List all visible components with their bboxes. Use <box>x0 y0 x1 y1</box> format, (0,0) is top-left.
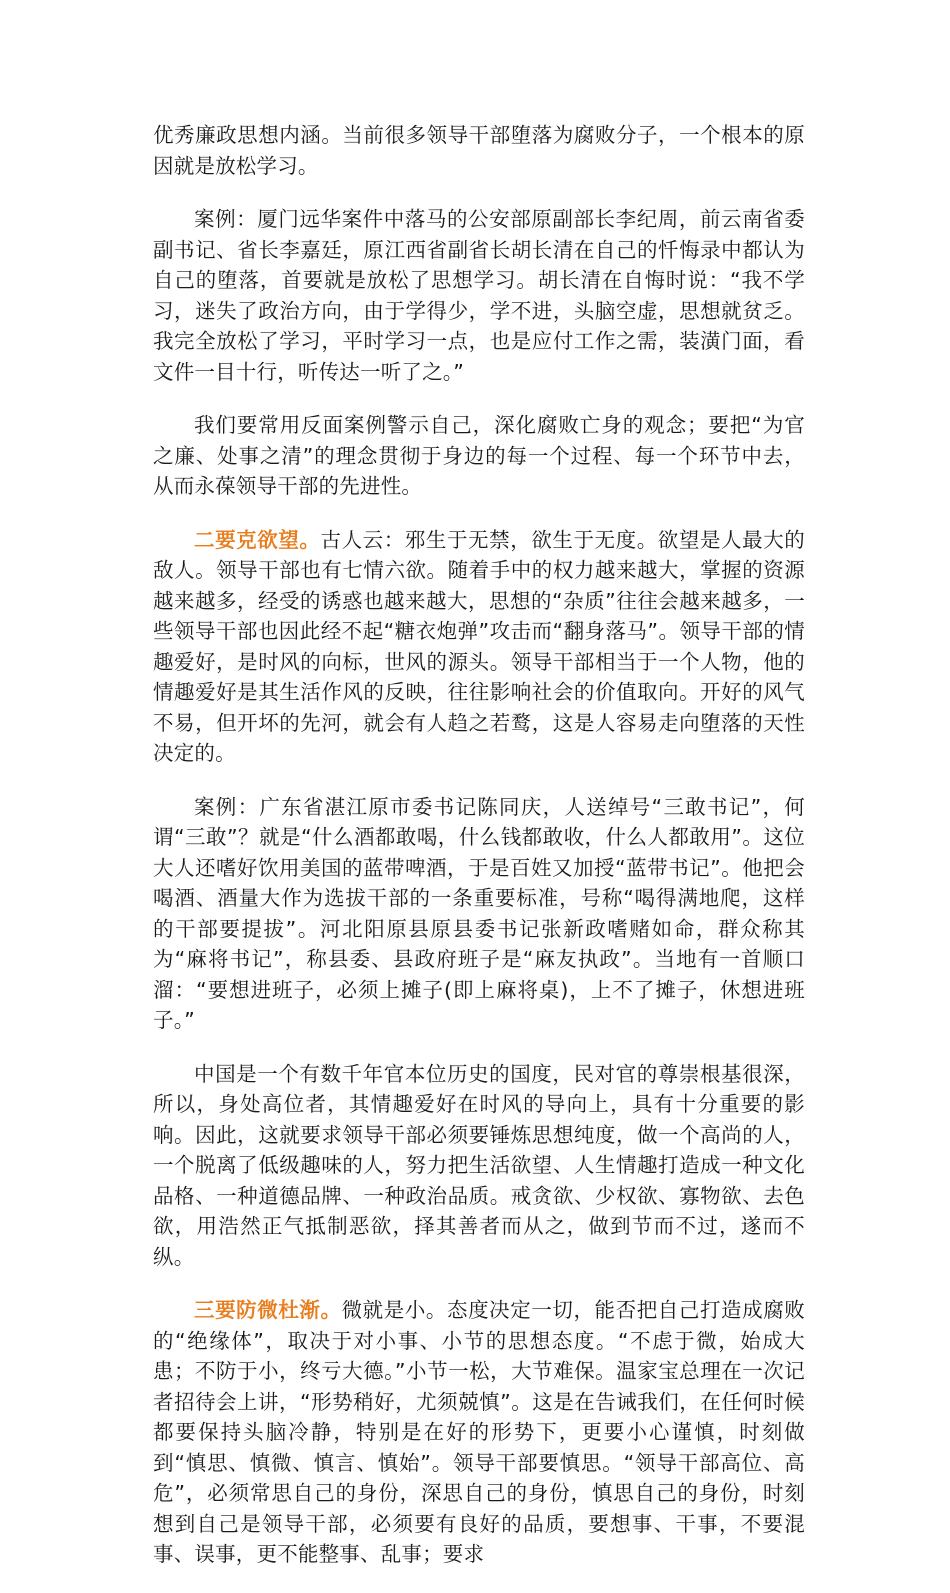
paragraph-text: 案例：厦门远华案件中落马的公安部原副部长李纪周，前云南省委副书记、省长李嘉廷，原江西省副省长胡长清在自己的忏悔录中都认为自己的堕落，首要就是放松了思想学习。胡长清在自悔时说：“我不学习，迷失了政治方向，由于学得少，学不进，头脑空虚，思想就贫乏。我完全放松了学习，平时学习一点，也是应付工作之需，装潢门面，看文件一目十行，听传达一听了之。” <box>153 207 805 384</box>
paragraph-4 <box>153 525 805 769</box>
paragraph-text: 优秀廉政思想内涵。当前很多领导干部堕落为腐败分子，一个根本的原因就是放松学习。 <box>153 123 805 178</box>
paragraph-text: 古人云：邪生于无禁，欲生于无度。欲望是人最大的敌人。领导干部也有七情六欲。随着手中的权力越来越大，掌握的资源越来越多，经受的诱惑也越来越大，思想的“杂质”往往会越来越多，一些领导干部也因此经不起“糖衣炮弹”攻击而“翻身落马”。领导干部的情趣爱好，是时风的向标，世风的源头。领导干部相当于一个人物，他的情趣爱好是其生活作风的反映，往往影响社会的价值取向。开好的风气不易，但开坏的先河，就会有人趋之若鹜，这是人容易走向堕落的天性决定的。 <box>153 527 805 765</box>
paragraph-text: 案例：广东省湛江原市委书记陈同庆，人送绰号“三敢书记”，何谓“三敢”？就是“什么酒都敢喝，什么钱都敢收，什么人都敢用”。这位大人还嗜好饮用美国的蓝带啤酒，于是百姓又加授“蓝带书记”。他把会喝酒、酒量大作为选拔干部的一条重要标准，号称“喝得满地爬，这样的干部要提拔”。河北阳原县原县委书记张新政嗜赌如命，群众称其为“麻将书记”，称县委、县政府班子是“麻友执政”。当地有一首顺口溜：“要想进班子，必须上摊子(即上麻将桌)，上不了摊子，休想进班子。” <box>153 794 805 1032</box>
paragraph-2 <box>153 204 805 387</box>
section-heading: 三要防微杜渐。 <box>194 1298 342 1322</box>
paragraph-1 <box>153 120 805 181</box>
paragraph-text: 微就是小。态度决定一切，能否把自己打造成腐败的“绝缘体”，取决于对小事、小节的思想态度。“不虑于微，始成大患；不防于小，终亏大德。”小节一松，大节难保。温家宝总理在一次记者招待会上讲，“形势稍好，尤须兢慎”。这是在告诫我们，在任何时候都要保持头脑冷静，特别是在好的形势下，更要小心谨慎，时刻做到“慎思、慎微、慎言、慎始”。领导干部要慎思。“领导干部高位、高危”，必须常思自己的身份，深思自己的身份，慎思自己的身份，时刻想到自己是领导干部，必须要有良好的品质，要想事、干事，不要混事、误事，更不能整事、乱事；要求 <box>153 1298 805 1566</box>
document-page <box>153 120 805 1593</box>
paragraph-7 <box>153 1295 805 1570</box>
paragraph-text: 中国是一个有数千年官本位历史的国度，民对官的尊崇根基很深，所以，身处高位者，其情趣爱好在时风的导向上，具有十分重要的影响。因此，这就要求领导干部必须要锤炼思想纯度，做一个高尚的人，一个脱离了低级趣味的人，努力把生活欲望、人生情趣打造成一种文化品格、一种道德品牌、一种政治品质。戒贪欲、少权欲、寡物欲、去色欲，用浩然正气抵制恶欲，择其善者而从之，做到节而不过，遂而不纵。 <box>153 1061 805 1269</box>
paragraph-text: 我们要常用反面案例警示自己，深化腐败亡身的观念；要把“为官之廉、处事之清”的理念贯彻于身边的每一个过程、每一个环节中去，从而永葆领导干部的先进性。 <box>153 413 805 498</box>
paragraph-5 <box>153 792 805 1036</box>
paragraph-6 <box>153 1059 805 1273</box>
section-heading: 二要克欲望。 <box>194 527 321 552</box>
paragraph-3 <box>153 410 805 502</box>
